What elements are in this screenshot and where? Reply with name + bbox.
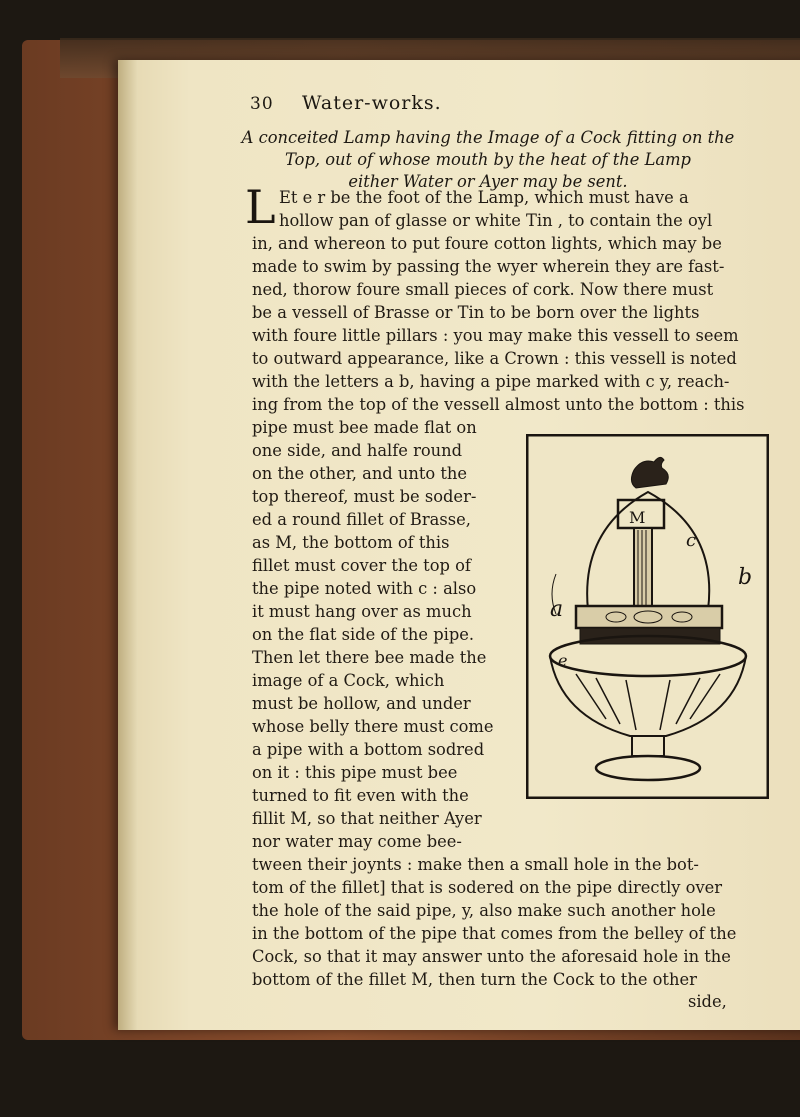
text-line: must be hollow, and under <box>252 694 471 713</box>
text-line: to outward appearance, like a Crown : this vessell is noted <box>252 349 737 368</box>
text-line: a pipe with a bottom sodred <box>252 740 485 759</box>
running-head <box>250 94 670 120</box>
title-line: either Water or Ayer may be sent. <box>348 172 628 191</box>
page-gutter <box>118 60 138 1030</box>
text-line: ed a round fillet of Brasse, <box>252 510 471 529</box>
text-line: fillet must cover the top of <box>252 556 471 575</box>
catchword: side, <box>688 992 727 1011</box>
text-line: in the bottom of the pipe that comes from the belley of the <box>252 924 737 943</box>
text-line: tom of the fillet] that is sodered on the pipe directly over <box>252 878 723 897</box>
text-line: bottom of the fillet M, then turn the Cock to the other <box>252 970 697 989</box>
text-line: Cock, so that it may answer unto the aforesaid hole in the <box>252 947 731 966</box>
text-line: made to swim by passing the wyer wherein they are fast- <box>252 257 725 276</box>
text-line: top thereof, must be soder- <box>252 487 477 506</box>
text-line: on the other, and unto the <box>252 464 468 483</box>
text-line: ned, thorow foure small pieces of cork. Now there must <box>252 280 714 299</box>
lamp-engraving <box>526 434 769 799</box>
label-e: e <box>558 651 568 670</box>
title-line: A conceited Lamp having the Image of a Cock fitting on the <box>241 128 735 147</box>
text-line: as M, the bottom of this <box>252 533 450 552</box>
text-line: it must hang over as much <box>252 602 472 621</box>
running-title: Water-works. <box>302 92 442 114</box>
text-line: on it : this pipe must bee <box>252 763 458 782</box>
text-line: with foure little pillars : you may make this vessell to seem <box>252 326 739 345</box>
text-line: one side, and halfe round <box>252 441 463 460</box>
text-line: pipe must bee made flat on <box>252 418 477 437</box>
text-line: image of a Cock, which <box>252 671 445 690</box>
text-line: hollow pan of glasse or white Tin , to contain the oyl <box>279 211 713 230</box>
text-line: in, and whereon to put foure cotton lights, which may be <box>252 234 722 253</box>
text-line: the hole of the said pipe, y, also make such another hole <box>252 901 716 920</box>
text-line: be a vessell of Brasse or Tin to be born over the lights <box>252 303 700 322</box>
text-line: tween their joynts : make then a small hole in the bot- <box>252 855 699 874</box>
section-title <box>206 127 770 193</box>
text-line: fillit M, so that neither Ayer <box>252 809 482 828</box>
title-line: Top, out of whose mouth by the heat of the Lamp <box>285 150 691 169</box>
text-line: the pipe noted with c : also <box>252 579 477 598</box>
drop-cap: L <box>245 180 276 234</box>
text-line: on the flat side of the pipe. <box>252 625 475 644</box>
text-line: Then let there bee made the <box>252 648 487 667</box>
text-line: with the letters a b, having a pipe marked with c y, reach- <box>252 372 730 391</box>
page-number: 30 <box>250 94 274 114</box>
text-line: whose belly there must come <box>252 717 494 736</box>
text-line: ing from the top of the vessell almost unto the bottom : this <box>252 395 745 414</box>
label-m: M <box>629 508 646 527</box>
label-c: c <box>686 530 697 551</box>
label-a: a <box>550 597 564 622</box>
text-line: nor water may come bee- <box>252 832 462 851</box>
text-line: turned to fit even with the <box>252 786 469 805</box>
text-line: Et e r be the foot of the Lamp, which must have a <box>279 188 689 207</box>
label-b: b <box>738 565 753 590</box>
